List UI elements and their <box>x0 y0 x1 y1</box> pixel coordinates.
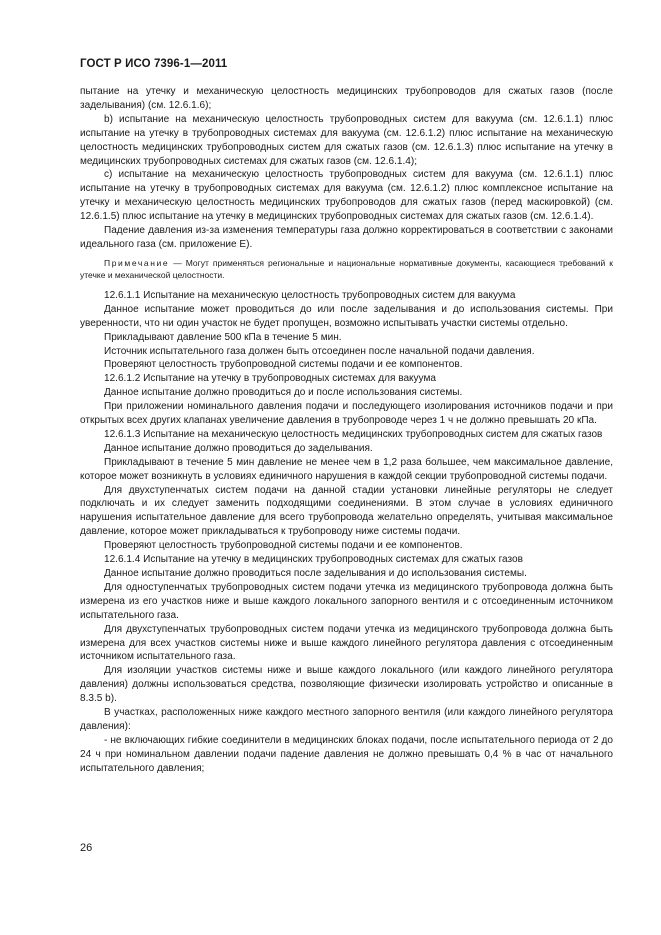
paragraph: Данное испытание должно проводиться до и после использования системы. <box>104 387 463 399</box>
page-number: 26 <box>80 842 93 854</box>
list-item: - не включающих гибкие соединители в медицинских блоках подачи, после испытательного периода от 2 до 24 ч при номинальном давлении подачи падение давления не должно превышать 0,4 % в час от начального испытательного давления; <box>80 734 613 774</box>
paragraph: Для одноступенчатых трубопроводных систем подачи утечка из медицинского трубопровода должна быть измерена из его участков ниже и выше каждого локального запорного вентиля и с отсоединенным источником испытательного газа. <box>80 581 613 621</box>
paragraph: Данное испытание может проводиться до или после заделывания и до использования системы. При уверенности, что ни один участок не будет пропущен, возможно испытывать участки системы отдельно. <box>80 303 613 329</box>
paragraph: Для изоляции участков системы ниже и выше каждого локального (или каждого линейного регулятора давления) должны использоваться средства, позволяющие физически изолировать устройство и описанные в 8.3.5 b). <box>80 665 613 705</box>
paragraph: Источник испытательного газа должен быть отсоединен после начальной подачи давления. <box>104 345 535 357</box>
section-heading: 12.6.1.4 Испытание на утечку в медицинских трубопроводных системах для сжатых газов <box>104 554 523 566</box>
paragraph: При приложении номинального давления подачи и последующего изолирования источников подачи и при открытых всех других клапанах увеличение давления в трубопроводе через 1 ч не должно превышать 20 кПа. <box>80 401 613 427</box>
paragraph: Данное испытание должно проводиться до заделывания. <box>104 442 373 454</box>
note-text: — Могут применяться региональные и национальные нормативные документы, касающиеся требований к утечке и механической целостности. <box>80 257 613 280</box>
paragraph: пытание на утечку и механическую целостность медицинских трубопроводов для сжатых газов (после заделывания) (см. 12.6.1.6); <box>80 86 613 111</box>
paragraph: В участках, расположенных ниже каждого местного запорного вентиля (или каждого линейного регулятора давления): <box>80 707 613 732</box>
paragraph: b) испытание на механическую целостность трубопроводных систем для вакуума (см. 12.6.1.1) плюс испытание на утечку в трубопроводных системах для вакуума (см. 12.6.1.2) плюс испытание на механическую целостность медицинских трубопроводных систем для сжатых газов (см. 12.6.1.3) плюс испытание на утечку в медицинских трубопроводных системах для сжатых газов (см. 12.6.1.4); <box>80 113 613 167</box>
paragraph: Данное испытание должно проводиться после заделывания и до использования системы. <box>104 568 527 579</box>
paragraph: c) испытание на механическую целостность трубопроводных систем для вакуума (см. 12.6.1.1) плюс испытание на утечку в трубопроводных системах для вакуума (см. 12.6.1.2) плюс комплексное испытание на утечку и механическую целостность медицинских трубопроводов для сжатых газов (перед маскировкой) (см. 12.6.1.5) плюс испытание на утечку в медицинских трубопроводных системах для сжатых газов (см. 12.6.1.4). <box>80 169 613 223</box>
paragraph: Для двухступенчатых систем подачи на данной стадии установки линейные регуляторы не следует подключать и их следует заменить подходящими соединениями. В этом случае в условиях единичного нарушения испытательное давление для всего трубопровода желательно определять, учитывая максимальное давление, которое может прикладываться к трубопроводу ниже системы подачи. <box>80 484 613 538</box>
paragraph: Прикладывают давление 500 кПа в течение 5 мин. <box>104 331 342 343</box>
paragraph: Падение давления из-за изменения температуры газа должно корректироваться в соответствии с законами идеального газа (см. приложение E). <box>80 225 613 250</box>
note-label: Примечание <box>104 257 170 268</box>
note <box>80 257 613 281</box>
paragraph: Проверяют целостность трубопроводной системы подачи и ее компонентов. <box>104 540 463 552</box>
section-heading: 12.6.1.2 Испытание на утечку в трубопроводных системах для вакуума <box>104 373 436 385</box>
standard-header: ГОСТ Р ИСО 7396-1—2011 <box>80 58 228 70</box>
document-body <box>80 85 613 776</box>
paragraph: Для двухступенчатых трубопроводных систем подачи утечка из медицинского трубопровода должна быть измерена для всех участков системы ниже и выше каждого линейного регулятора давления с отсоединенным источником испытательного газа. <box>80 623 613 663</box>
paragraph: Прикладывают в течение 5 мин давление не менее чем в 1,2 раза большее, чем максимальное давление, которое может возникнуть в условиях единичного нарушения в каждой секции трубопроводной системы подачи. <box>80 456 613 482</box>
paragraph: Проверяют целостность трубопроводной системы подачи и ее компонентов. <box>104 359 463 371</box>
section-heading: 12.6.1.3 Испытание на механическую целостность медицинских трубопроводных систем для сжатых газов <box>104 428 603 440</box>
section-heading: 12.6.1.1 Испытание на механическую целостность трубопроводных систем для вакуума <box>104 289 516 301</box>
